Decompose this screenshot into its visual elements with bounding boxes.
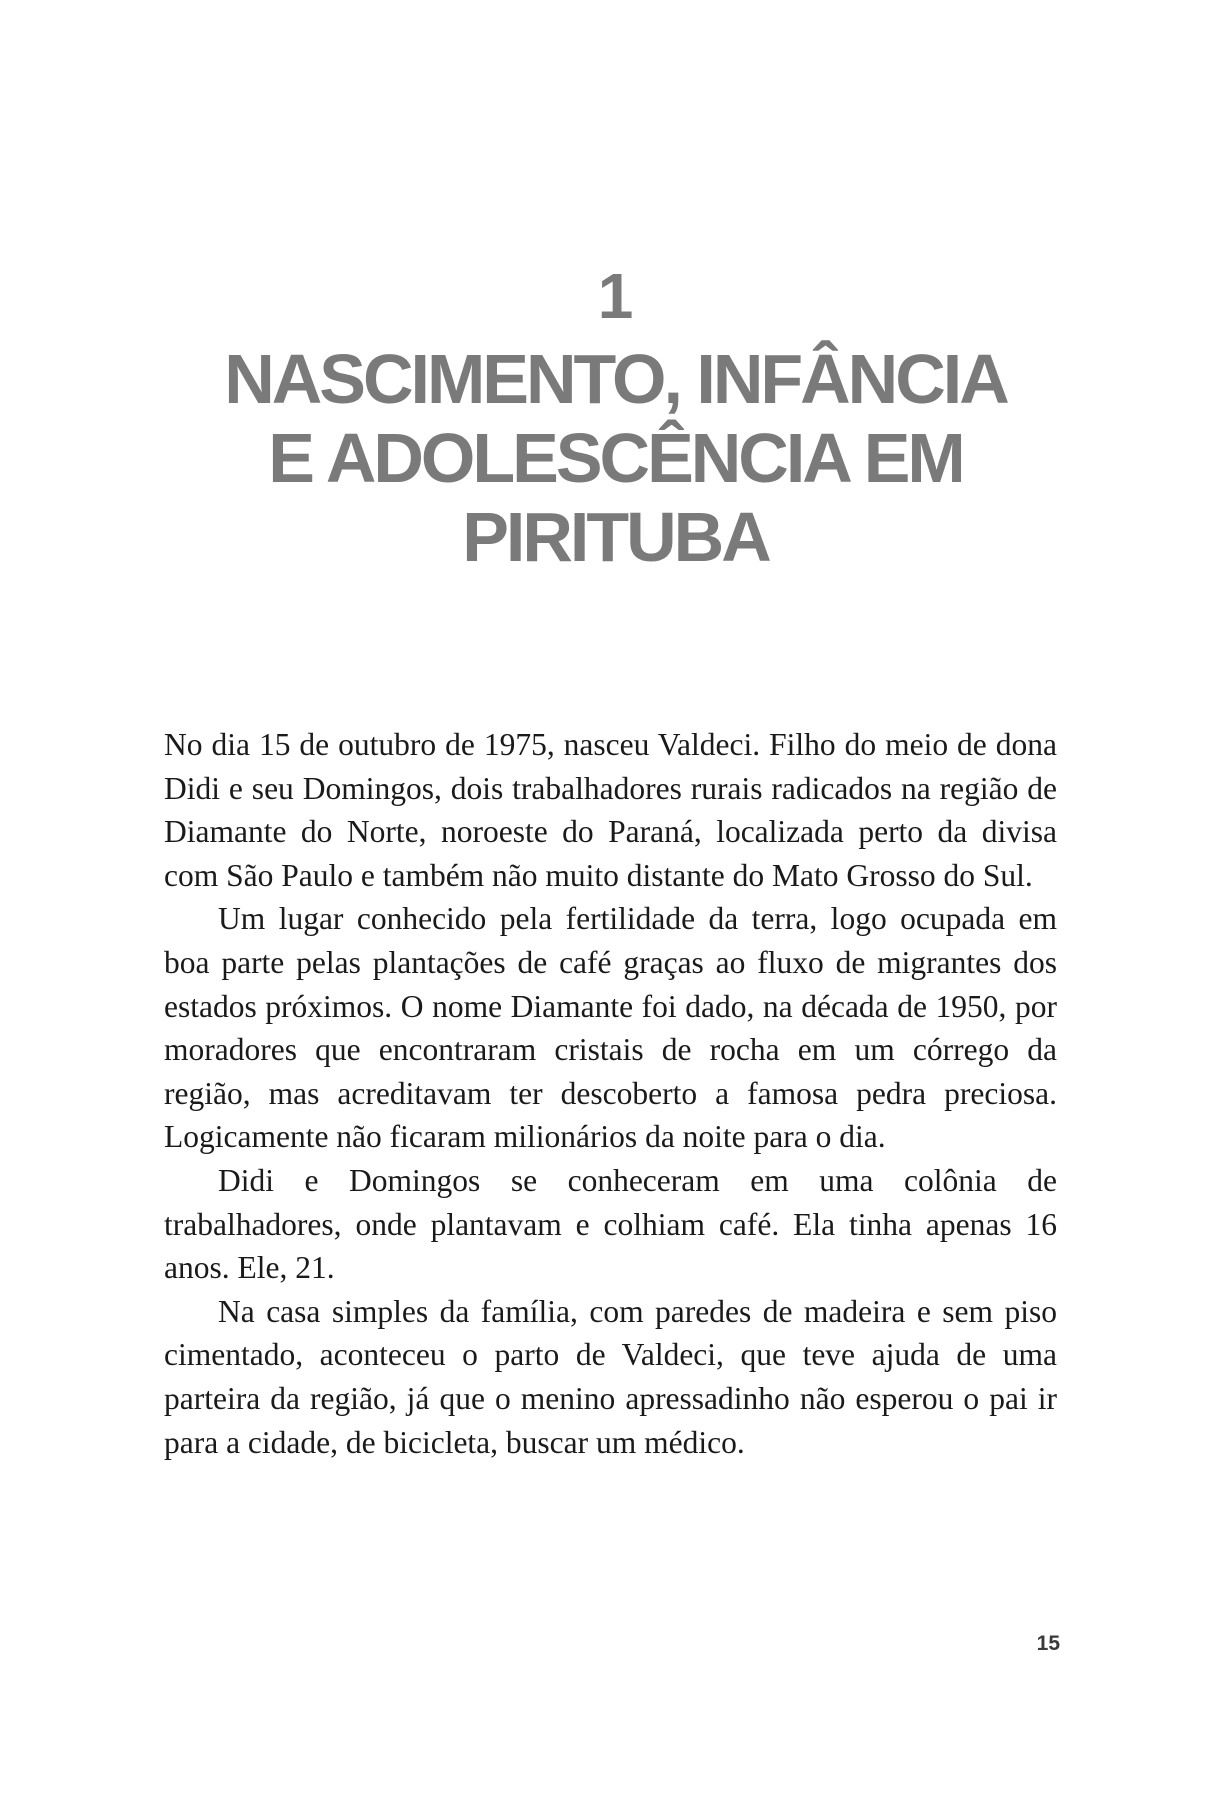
chapter-title-line: E ADOLESCÊNCIA EM xyxy=(268,419,963,497)
chapter-title-line: PIRITUBA xyxy=(462,498,769,576)
paragraph: Um lugar conhecido pela fertilidade da terra, logo ocupada em boa parte pelas plantações de café graças ao fluxo de migrantes dos estados próximos. O nome Diamante foi dado, na década de 1950, por moradores que encontraram cristais de rocha em um córrego da região, mas acreditavam ter descoberto a famosa pedra preciosa. Logicamente não ficaram milionários da noite para o dia. xyxy=(164,901,1057,1155)
page-number: 15 xyxy=(1036,1632,1060,1655)
paragraph: Didi e Domingos se conheceram em uma colônia de trabalhadores, onde plantavam e colhiam café. Ela tinha apenas 16 anos. Ele, 21. xyxy=(164,1162,1057,1286)
paragraph: No dia 15 de outubro de 1975, nasceu Valdeci. Filho do meio de dona Didi e seu Domingos, dois trabalhadores rurais radicados na região de Diamante do Norte, noroeste do Paraná, localizada perto da divisa com São Paulo e também não muito distante do Mato Grosso do Sul. xyxy=(164,727,1057,893)
chapter-number: 1 xyxy=(597,260,634,332)
chapter-heading xyxy=(0,258,1231,577)
chapter-title xyxy=(0,340,1231,577)
chapter-title-line: NASCIMENTO, INFÂNCIA xyxy=(224,340,1007,418)
chapter-body xyxy=(164,723,1057,1464)
paragraph: Na casa simples da família, com paredes de madeira e sem piso cimentado, aconteceu o parto de Valdeci, que teve ajuda de uma parteira da região, já que o menino apressadinho não esperou o pai ir para a cidade, de bicicleta, buscar um médico. xyxy=(164,1293,1057,1460)
